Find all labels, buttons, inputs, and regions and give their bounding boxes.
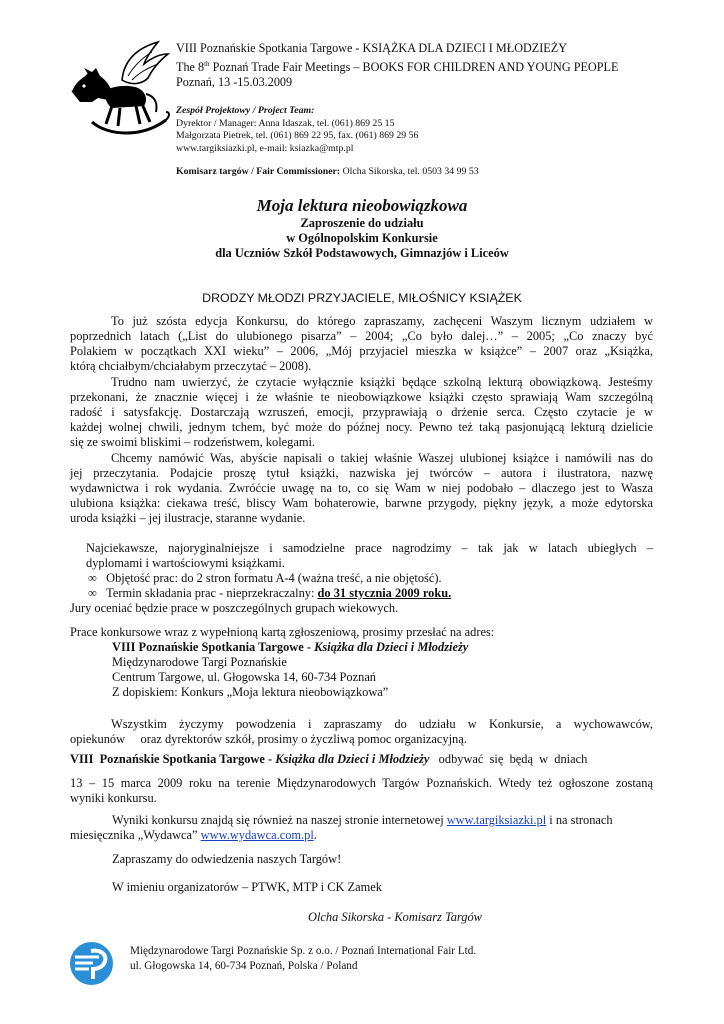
infinity-bullet-icon: ∞ bbox=[88, 571, 97, 585]
para-line: ulubiona książka: ciekawa treść, bliscy Wam bohaterowie, barwne przygody, piękny język, a może edytorska bbox=[70, 496, 653, 511]
wydawca-link[interactable]: www.wydawca.com.pl bbox=[200, 828, 314, 842]
title-sub-2: w Ogólnopolskim Konkursie bbox=[286, 231, 438, 245]
paragraph-awards bbox=[70, 541, 653, 571]
title-block bbox=[0, 196, 724, 261]
jury-line: Jury oceniać będzie prace w poszczególnych grupach wiekowych. bbox=[70, 601, 399, 615]
commissioner-line: Komisarz targów / Fair Commissioner: Olcha Sikorska, tel. 0503 34 99 53 bbox=[176, 166, 479, 177]
address-line-org: Międzynarodowe Targi Poznańskie bbox=[112, 655, 287, 670]
para-line: Polakiem w początkach XXI wieku” – 2006, „Mój przyjaciel mieszka w książce” – 2007 oraz „Książka, bbox=[70, 344, 653, 359]
header-line-event: VIII Poznańskie Spotkania Targowe - KSIĄŻKA DLA DZIECI I MŁODZIEŻY bbox=[176, 41, 567, 55]
deadline: do 31 stycznia 2009 roku. bbox=[317, 586, 452, 600]
header-block bbox=[176, 41, 618, 91]
paragraph-previous-editions bbox=[70, 314, 653, 374]
paragraph-reading bbox=[70, 375, 653, 450]
rocking-horse-logo bbox=[62, 40, 172, 140]
paragraph-dates bbox=[70, 776, 653, 806]
header-line-date: Poznań, 13 -15.03.2009 bbox=[176, 75, 293, 90]
paragraph-wishes bbox=[70, 717, 653, 747]
para-line: przekonani, że znacznie więcej i że właśnie te nieobowiązkowe książki często sprawiają Wam szczególną bbox=[70, 390, 653, 405]
bullet-item: ∞ Objętość prac: do 2 stron formatu A-4 (ważna treść, a nie objętość). bbox=[88, 571, 442, 585]
para-line: dyplomami i wartościowymi książkami. bbox=[86, 556, 285, 571]
para-line: Chcemy namówić Was, abyście napisali o takiej właśnie Waszej ulubionej książce i namówili nas do bbox=[111, 451, 653, 465]
para-line: którą chciałbym/chciałabym przeczytać – 2008). bbox=[70, 359, 312, 374]
team-label: Zespół Projektowy / Project Team: bbox=[176, 105, 315, 116]
targiksiazki-link[interactable]: www.targiksiazki.pl bbox=[446, 813, 547, 827]
footer-block bbox=[130, 944, 476, 974]
para-line: 13 – 15 marca 2009 roku na terenie Międzynarodowych Targów Poznańskich. Wtedy też ogłoszone zostaną bbox=[70, 776, 653, 790]
title-sub-1: Zaproszenie do udziału bbox=[300, 216, 424, 230]
address-line-street: Centrum Targowe, ul. Głogowska 14, 60-734 Poznań bbox=[112, 670, 377, 685]
fair-line: VIII Poznańskie Spotkania Targowe - Książka dla Dzieci i Młodzieży odbywać się będą w dniach bbox=[70, 752, 588, 766]
team-block bbox=[176, 105, 418, 155]
para-line: jej przeczytania. Podajcie proszę tytuł książki, nazwiska jej twórców – autora i ilustratora, nazwę bbox=[70, 466, 653, 481]
results-line: Wyniki konkursu znajdą się również na naszej stronie internetowej www.targiksiazki.pl i na stronach bbox=[112, 813, 613, 827]
para-line: opiekunów oraz dyrektorów szkół, prosimy o życzliwą pomoc organizacyjną. bbox=[70, 732, 467, 747]
team-member: Małgorzata Pietrek, tel. (061) 869 22 95, fax. (061) 869 29 56 bbox=[176, 130, 419, 141]
para-line: się ze swoimi bliskimi – rodzeństwem, kolegami. bbox=[70, 435, 316, 450]
mtp-logo-icon bbox=[69, 941, 114, 986]
para-line: wydawnictwa i rok wydania. Zwróćcie uwagę na to, co się Wam w niej podobało – dlaczego jest to Wasza bbox=[70, 481, 653, 496]
signature: Olcha Sikorska - Komisarz Targów bbox=[308, 910, 482, 924]
greeting: DRODZY MŁODZI PRZYJACIELE, MIŁOŚNICY KSIĄŻEK bbox=[202, 291, 522, 305]
send-intro: Prace konkursowe wraz z wypełnioną kartą zgłoszeniową, prosimy przesłać na adres: bbox=[70, 625, 495, 639]
organizers-line: W imieniu organizatorów – PTWK, MTP i CK Zamek bbox=[112, 880, 382, 894]
para-line: poprzednich latach („List do ulubionego pisarza” – 2004; „Co było dalej…” – 2005; „Co znaczy być bbox=[70, 329, 653, 344]
para-line: Najciekawsze, najoryginalniejsze i samodzielne prace nagrodzimy – tak jak w latach ubiegłych – bbox=[86, 541, 653, 555]
address-block bbox=[112, 640, 468, 700]
para-line: uroda książki – jej ilustracje, staranne wydanie. bbox=[70, 511, 306, 526]
header-line-english: The 8th Poznań Trade Fair Meetings – BOOKS FOR CHILDREN AND YOUNG PEOPLE bbox=[176, 59, 619, 74]
address-line-note: Z dopiskiem: Konkurs „Moja lektura nieobowiązkowa” bbox=[112, 685, 389, 700]
page-title: Moja lektura nieobowiązkowa bbox=[256, 196, 468, 215]
title-sub-3: dla Uczniów Szkół Podstawowych, Gimnazjów i Liceów bbox=[215, 246, 509, 260]
invite-line: Zapraszamy do odwiedzenia naszych Targów! bbox=[112, 852, 342, 866]
infinity-bullet-icon: ∞ bbox=[88, 586, 97, 600]
team-contact: www.targiksiazki.pl, e-mail: ksiazka@mtp.pl bbox=[176, 142, 354, 154]
team-director: Dyrektor / Manager: Anna Idaszak, tel. (061) 869 25 15 bbox=[176, 117, 395, 129]
footer-line-address: ul. Głogowska 14, 60-734 Poznań, Polska / Poland bbox=[130, 960, 358, 972]
footer-line-company: Międzynarodowe Targi Poznańskie Sp. z o.o. / Poznań International Fair Ltd. bbox=[130, 945, 477, 957]
para-line: wyniki konkursu. bbox=[70, 791, 157, 806]
para-line: Trudno nam uwierzyć, że czytacie wyłącznie książki będące szkolną lekturą obowiązkową. Jesteśmy bbox=[111, 375, 653, 389]
monthly-line: miesięcznika „Wydawca” www.wydawca.com.pl. bbox=[70, 828, 317, 842]
para-line: To już szósta edycja Konkursu, do którego zapraszamy, zachęceni Waszym licznym udziałem w bbox=[111, 314, 653, 328]
paragraph-task bbox=[70, 451, 653, 526]
para-line: każdej wolnej chwili, jednym tchem, być może do późnej nocy. Pewno też taką pasjonującą lekturą dzielicie bbox=[70, 420, 653, 435]
bullet-item: ∞ Termin składania prac - nieprzekraczalny: do 31 stycznia 2009 roku. bbox=[88, 586, 452, 600]
para-line: radość i satysfakcję. Dostarczają wzruszeń, emocji, przyprawiają o drżenie serca. Często czytacie je w bbox=[70, 405, 653, 420]
address-line-event: VIII Poznańskie Spotkania Targowe - Książka dla Dzieci i Młodzieży bbox=[112, 640, 469, 654]
para-line: Wszystkim życzymy powodzenia i zapraszamy do udziału w Konkursie, a wychowawców, bbox=[111, 717, 653, 731]
